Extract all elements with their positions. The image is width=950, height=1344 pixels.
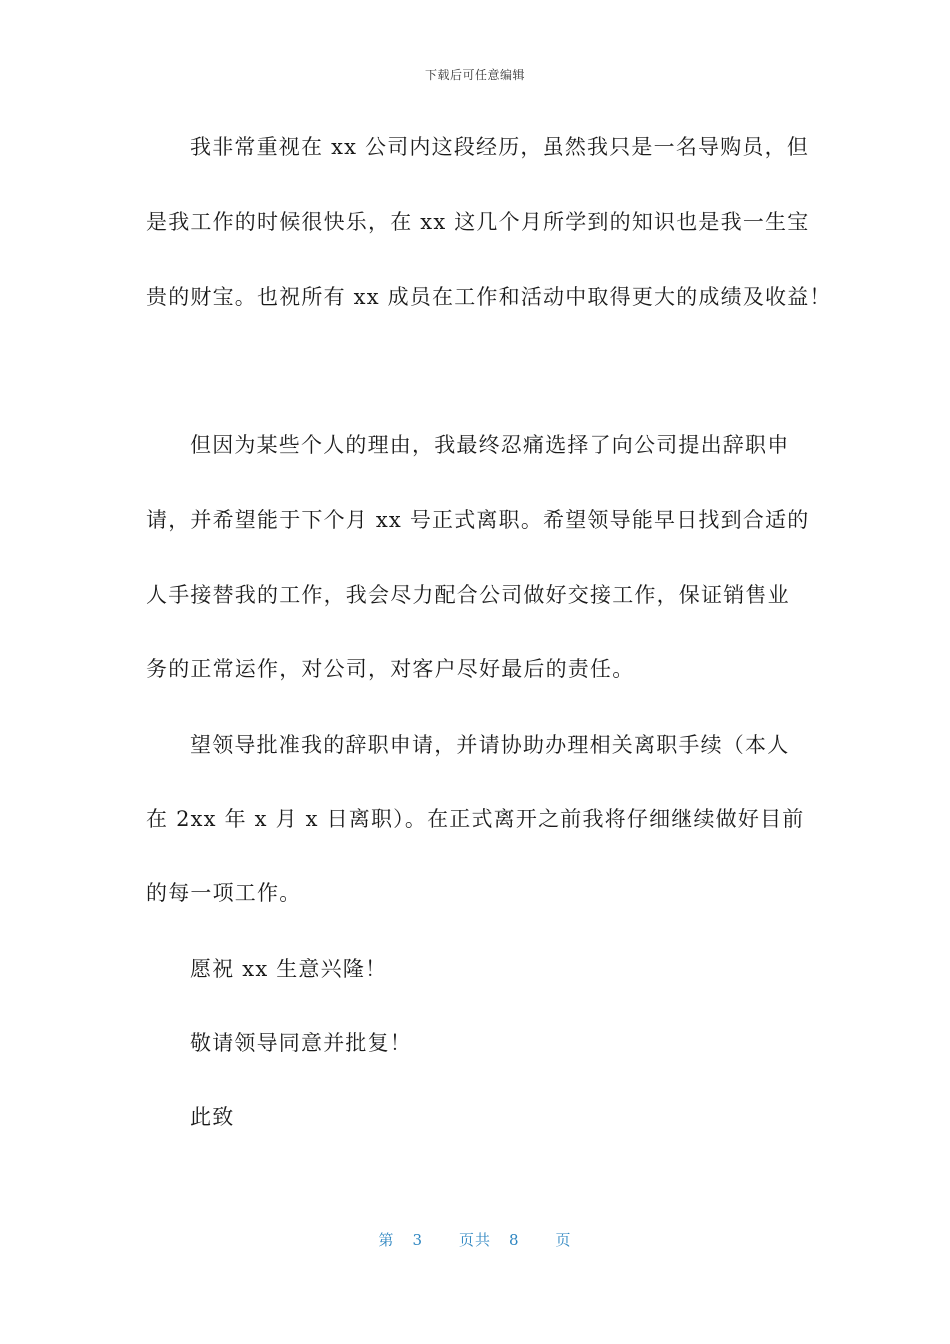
body-line-3: 贵的财宝。也祝所有 xx 成员在工作和活动中取得更大的成绩及收益！ xyxy=(146,285,832,309)
body-line-5: 请，并希望能于下个月 xx 号正式离职。希望领导能早日找到合适的 xyxy=(146,508,810,532)
body-line-7: 务的正常运作，对公司，对客户尽好最后的责任。 xyxy=(146,657,635,681)
footer-page-suffix: 页 xyxy=(555,1231,572,1249)
body-line-4: 但因为某些个人的理由，我最终忍痛选择了向公司提出辞职申 xyxy=(190,433,790,457)
body-line-10: 的每一项工作。 xyxy=(146,881,302,905)
body-line-6: 人手接替我的工作，我会尽力配合公司做好交接工作，保证销售业 xyxy=(146,583,790,607)
header-note: 下载后可任意编辑 xyxy=(424,68,525,82)
footer-page-number: 3 xyxy=(412,1231,423,1249)
closing-wish: 愿祝 xx 生意兴隆！ xyxy=(190,957,388,981)
page-footer xyxy=(0,1229,950,1250)
footer-page-word: 第 xyxy=(378,1231,395,1249)
body-line-1: 我非常重视在 xx 公司内这段经历，虽然我只是一名导购员，但 xyxy=(190,135,810,159)
footer-total-pages: 8 xyxy=(509,1231,520,1249)
closing-salutation: 此致 xyxy=(190,1105,235,1129)
closing-request: 敬请领导同意并批复！ xyxy=(190,1031,412,1055)
body-line-9: 在 2xx 年 x 月 x 日离职）。在正式离开之前我将仔细继续做好目前 xyxy=(146,807,805,831)
body-line-2: 是我工作的时候很快乐，在 xx 这几个月所学到的知识也是我一生宝 xyxy=(146,210,810,234)
body-line-8: 望领导批准我的辞职申请，并请协助办理相关离职手续（本人 xyxy=(190,733,790,757)
footer-total-word: 页共 xyxy=(458,1231,491,1249)
